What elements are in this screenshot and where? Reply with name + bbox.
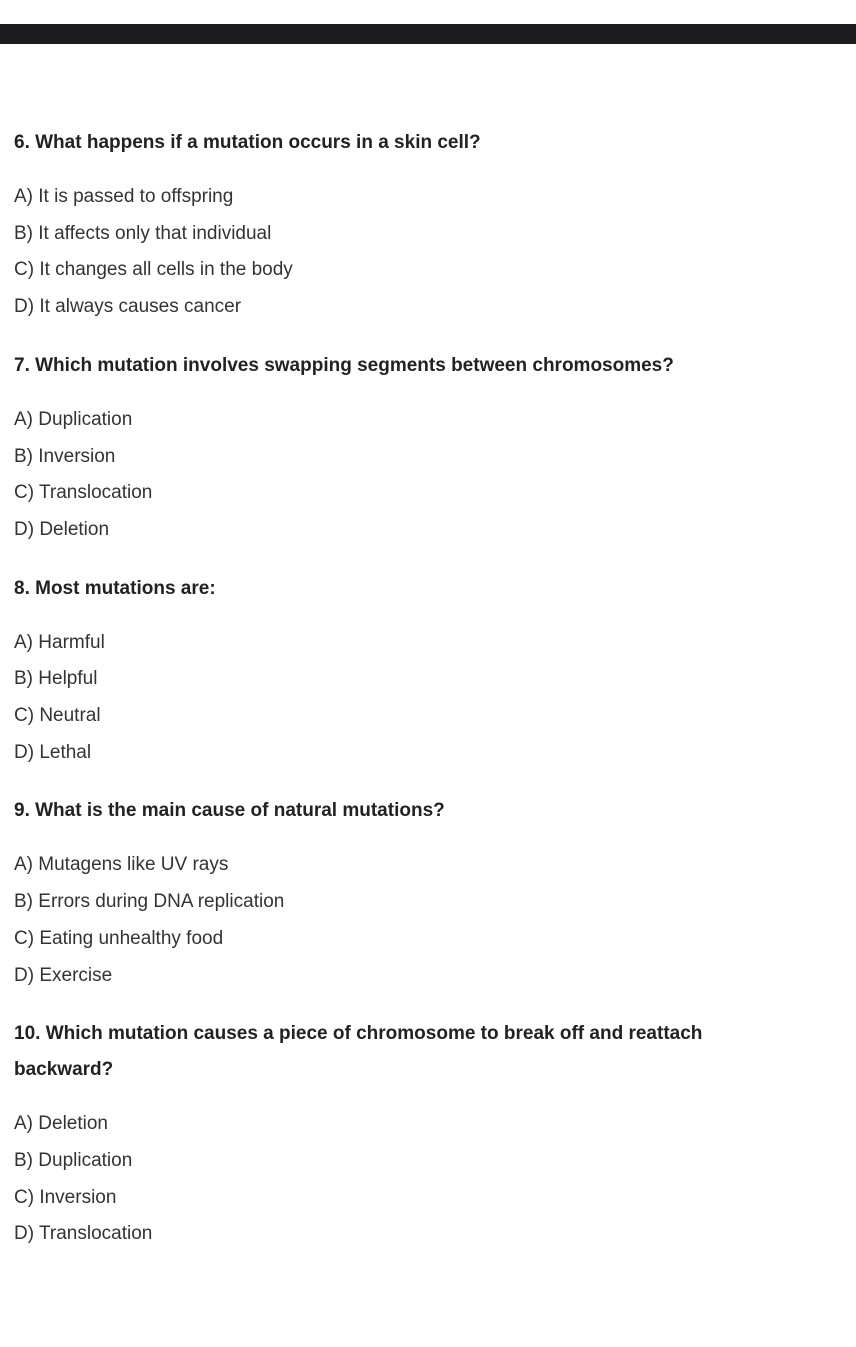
option-d: D) Exercise <box>14 964 113 986</box>
option-c: C) It changes all cells in the body <box>14 259 293 281</box>
option-d: D) Translocation <box>14 1223 153 1245</box>
option-c: C) Inversion <box>14 1186 117 1208</box>
top-status-bar <box>0 24 856 44</box>
question-10 <box>14 1016 834 1253</box>
question-title-line-1: 10. Which mutation causes a piece of chromosome to break off and reattach <box>14 1023 703 1045</box>
question-7 <box>14 348 834 549</box>
option-d: D) Deletion <box>14 518 110 540</box>
option-a: A) Harmful <box>14 631 105 653</box>
question-6 <box>14 125 834 326</box>
option-c: C) Eating unhealthy food <box>14 927 224 949</box>
option-c: C) Translocation <box>14 482 153 504</box>
option-list <box>14 402 834 549</box>
question-title: 6. What happens if a mutation occurs in a skin cell? <box>14 132 481 153</box>
option-list <box>14 179 834 326</box>
option-a: A) Mutagens like UV rays <box>14 854 229 876</box>
question-8 <box>14 571 834 772</box>
question-title: 7. Which mutation involves swapping segments between chromosomes? <box>14 354 674 376</box>
question-title-line-2: backward? <box>14 1059 114 1081</box>
option-b: B) It affects only that individual <box>14 222 272 244</box>
question-9 <box>14 793 834 994</box>
question-title: 9. What is the main cause of natural mutations? <box>14 800 445 822</box>
option-a: A) Deletion <box>14 1113 108 1135</box>
option-list <box>14 847 834 994</box>
option-d: D) It always causes cancer <box>14 296 242 318</box>
option-d: D) Lethal <box>14 741 92 763</box>
option-a: A) Duplication <box>14 408 133 430</box>
option-b: B) Helpful <box>14 668 98 690</box>
option-b: B) Duplication <box>14 1149 133 1171</box>
option-list <box>14 1106 834 1253</box>
option-b: B) Errors during DNA replication <box>14 891 285 913</box>
question-title: 8. Most mutations are: <box>14 577 216 599</box>
option-b: B) Inversion <box>14 445 116 467</box>
option-c: C) Neutral <box>14 705 101 727</box>
option-a: A) It is passed to offspring <box>14 186 234 207</box>
quiz-content <box>14 125 834 1253</box>
option-list <box>14 625 834 772</box>
